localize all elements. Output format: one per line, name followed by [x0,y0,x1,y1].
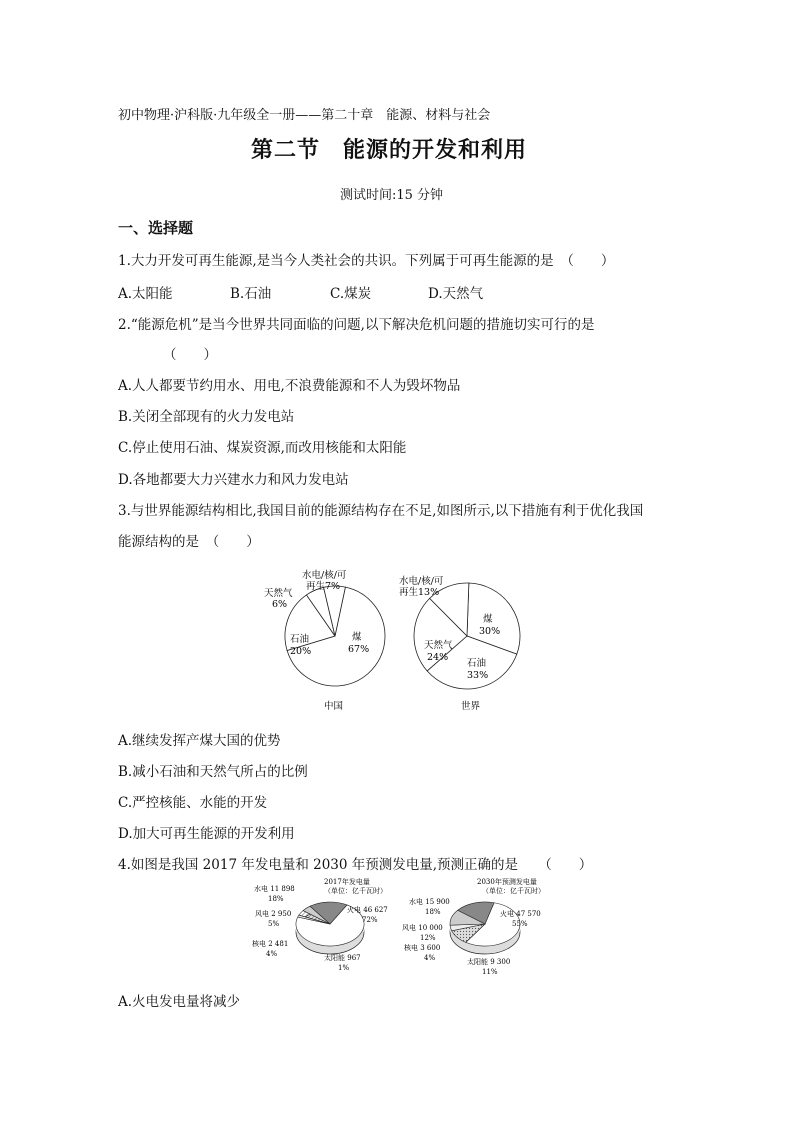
world-pie-caption: 世界 [461,701,481,712]
pie-2017-title-2: （单位：亿千瓦时） [324,887,387,895]
question-4-option-a: A.火电发电量将减少 [118,994,241,1010]
pie-2030-nuclear: 核电 3 600 [404,944,441,952]
world-oil-label: 石油 [467,658,487,669]
world-renewable-line1: 水电/核/可 [399,576,444,587]
pie-2030-nuclear-pct: 4% [424,954,436,962]
question-3-option-a: A.继续发挥产煤大国的优势 [118,733,281,749]
pie-2030-wind: 风电 10 000 [402,924,443,932]
pie-2030-thermal: 火电 47 570 [500,910,541,918]
question-2-option-d: D.各地都要大力兴建水力和风力发电站 [118,472,349,488]
pie-2017-hydro-pct: 18% [268,895,284,903]
question-3-stem-line2: 能源结构的是 （ ） [118,534,260,550]
pie-2017-nuclear: 核电 2 481 [252,940,289,948]
world-gas-label: 天然气 [424,640,453,651]
generation-pies [252,876,552,976]
world-coal-pct: 30% [479,626,501,637]
china-oil-pct: 20% [290,646,312,657]
question-1-stem: 1.大力开发可再生能源,是当今人类社会的共识。下列属于可再生能源的是 （ ） [118,253,615,269]
pie-2030-solar: 太阳能 9 300 [467,958,511,966]
pie-2030-hydro-pct: 18% [425,908,441,916]
pie-2030-hydro: 水电 15 900 [409,898,450,906]
question-2-option-b: B.关闭全部现有的火力发电站 [118,409,295,425]
page-title: 第二节 能源的开发和利用 [251,138,528,163]
pie-2017-thermal: 火电 46 627 [347,906,388,914]
section-title: 一、选择题 [118,219,194,237]
document-header: 初中物理·沪科版·九年级全一册——第二十章 能源、材料与社会 [118,108,491,123]
pie-2017-solar-pct: 1% [338,964,350,972]
question-3-option-d: D.加大可再生能源的开发利用 [118,826,295,842]
question-1-option-a: A.太阳能 [118,286,173,302]
china-gas-label: 天然气 [264,588,293,599]
world-gas-pct: 24% [427,652,449,663]
world-coal-label: 煤 [483,614,493,625]
pie-2017-title-1: 2017年发电量 [324,878,370,886]
pie-2017-wind-pct: 5% [268,920,280,928]
question-2-stem: 2.“能源危机”是当今世界共同面临的问题,以下解决危机问题的措施切实可行的是 [118,317,595,333]
china-coal-pct: 67% [348,644,370,655]
test-time: 测试时间:15 分钟 [340,188,444,203]
pie-2030-solar-pct: 11% [482,968,498,976]
pie-2017-hydro: 水电 11 898 [254,885,295,893]
pie-2017-solar: 太阳能 967 [324,954,361,962]
china-renewable-line2: 再生7% [306,581,341,592]
pie-2030-title-2: （单位：亿千瓦时） [482,887,545,895]
question-2-blank: （ ） [163,347,217,363]
china-pie-caption: 中国 [324,701,344,712]
question-3-option-b: B.减小石油和天然气所占的比例 [118,764,308,780]
question-2-option-a: A.人人都要节约用水、用电,不浪费能源和不人为毁坏物品 [118,378,461,394]
pie-2017-thermal-pct: 72% [362,916,378,924]
world-renewable-line2: 再生13% [399,587,440,598]
question-1-option-d: D.天然气 [428,286,484,302]
question-4-stem: 4.如图是我国 2017 年发电量和 2030 年预测发电量,预测正确的是 （ ） [118,857,593,873]
pie-2030-title-1: 2030年预测发电量 [477,878,537,886]
pie-2017-wind: 风电 2 950 [255,910,292,918]
question-3-stem-line1: 3.与世界能源结构相比,我国目前的能源结构存在不足,如图所示,以下措施有利于优化我国 [118,503,644,519]
china-oil-label: 石油 [290,634,310,645]
world-renewable-pct: 13% [418,587,440,598]
pie-2030-thermal-pct: 55% [512,920,528,928]
question-3-option-c: C.严控核能、水能的开发 [118,795,268,811]
china-coal-label: 煤 [352,632,362,643]
question-1-option-c: C.煤炭 [330,286,372,302]
question-1-option-b: B.石油 [230,286,272,302]
china-gas-pct: 6% [272,599,288,610]
world-oil-pct: 33% [467,670,489,681]
question-2-option-c: C.停止使用石油、煤炭资源,而改用核能和太阳能 [118,440,407,456]
china-renewable-pct: 7% [325,581,341,592]
pie-2017-nuclear-pct: 4% [266,950,278,958]
pie-2030-wind-pct: 12% [420,934,436,942]
china-renewable-line1: 水电/核/可 [302,570,347,581]
energy-structure-pies [262,566,532,718]
